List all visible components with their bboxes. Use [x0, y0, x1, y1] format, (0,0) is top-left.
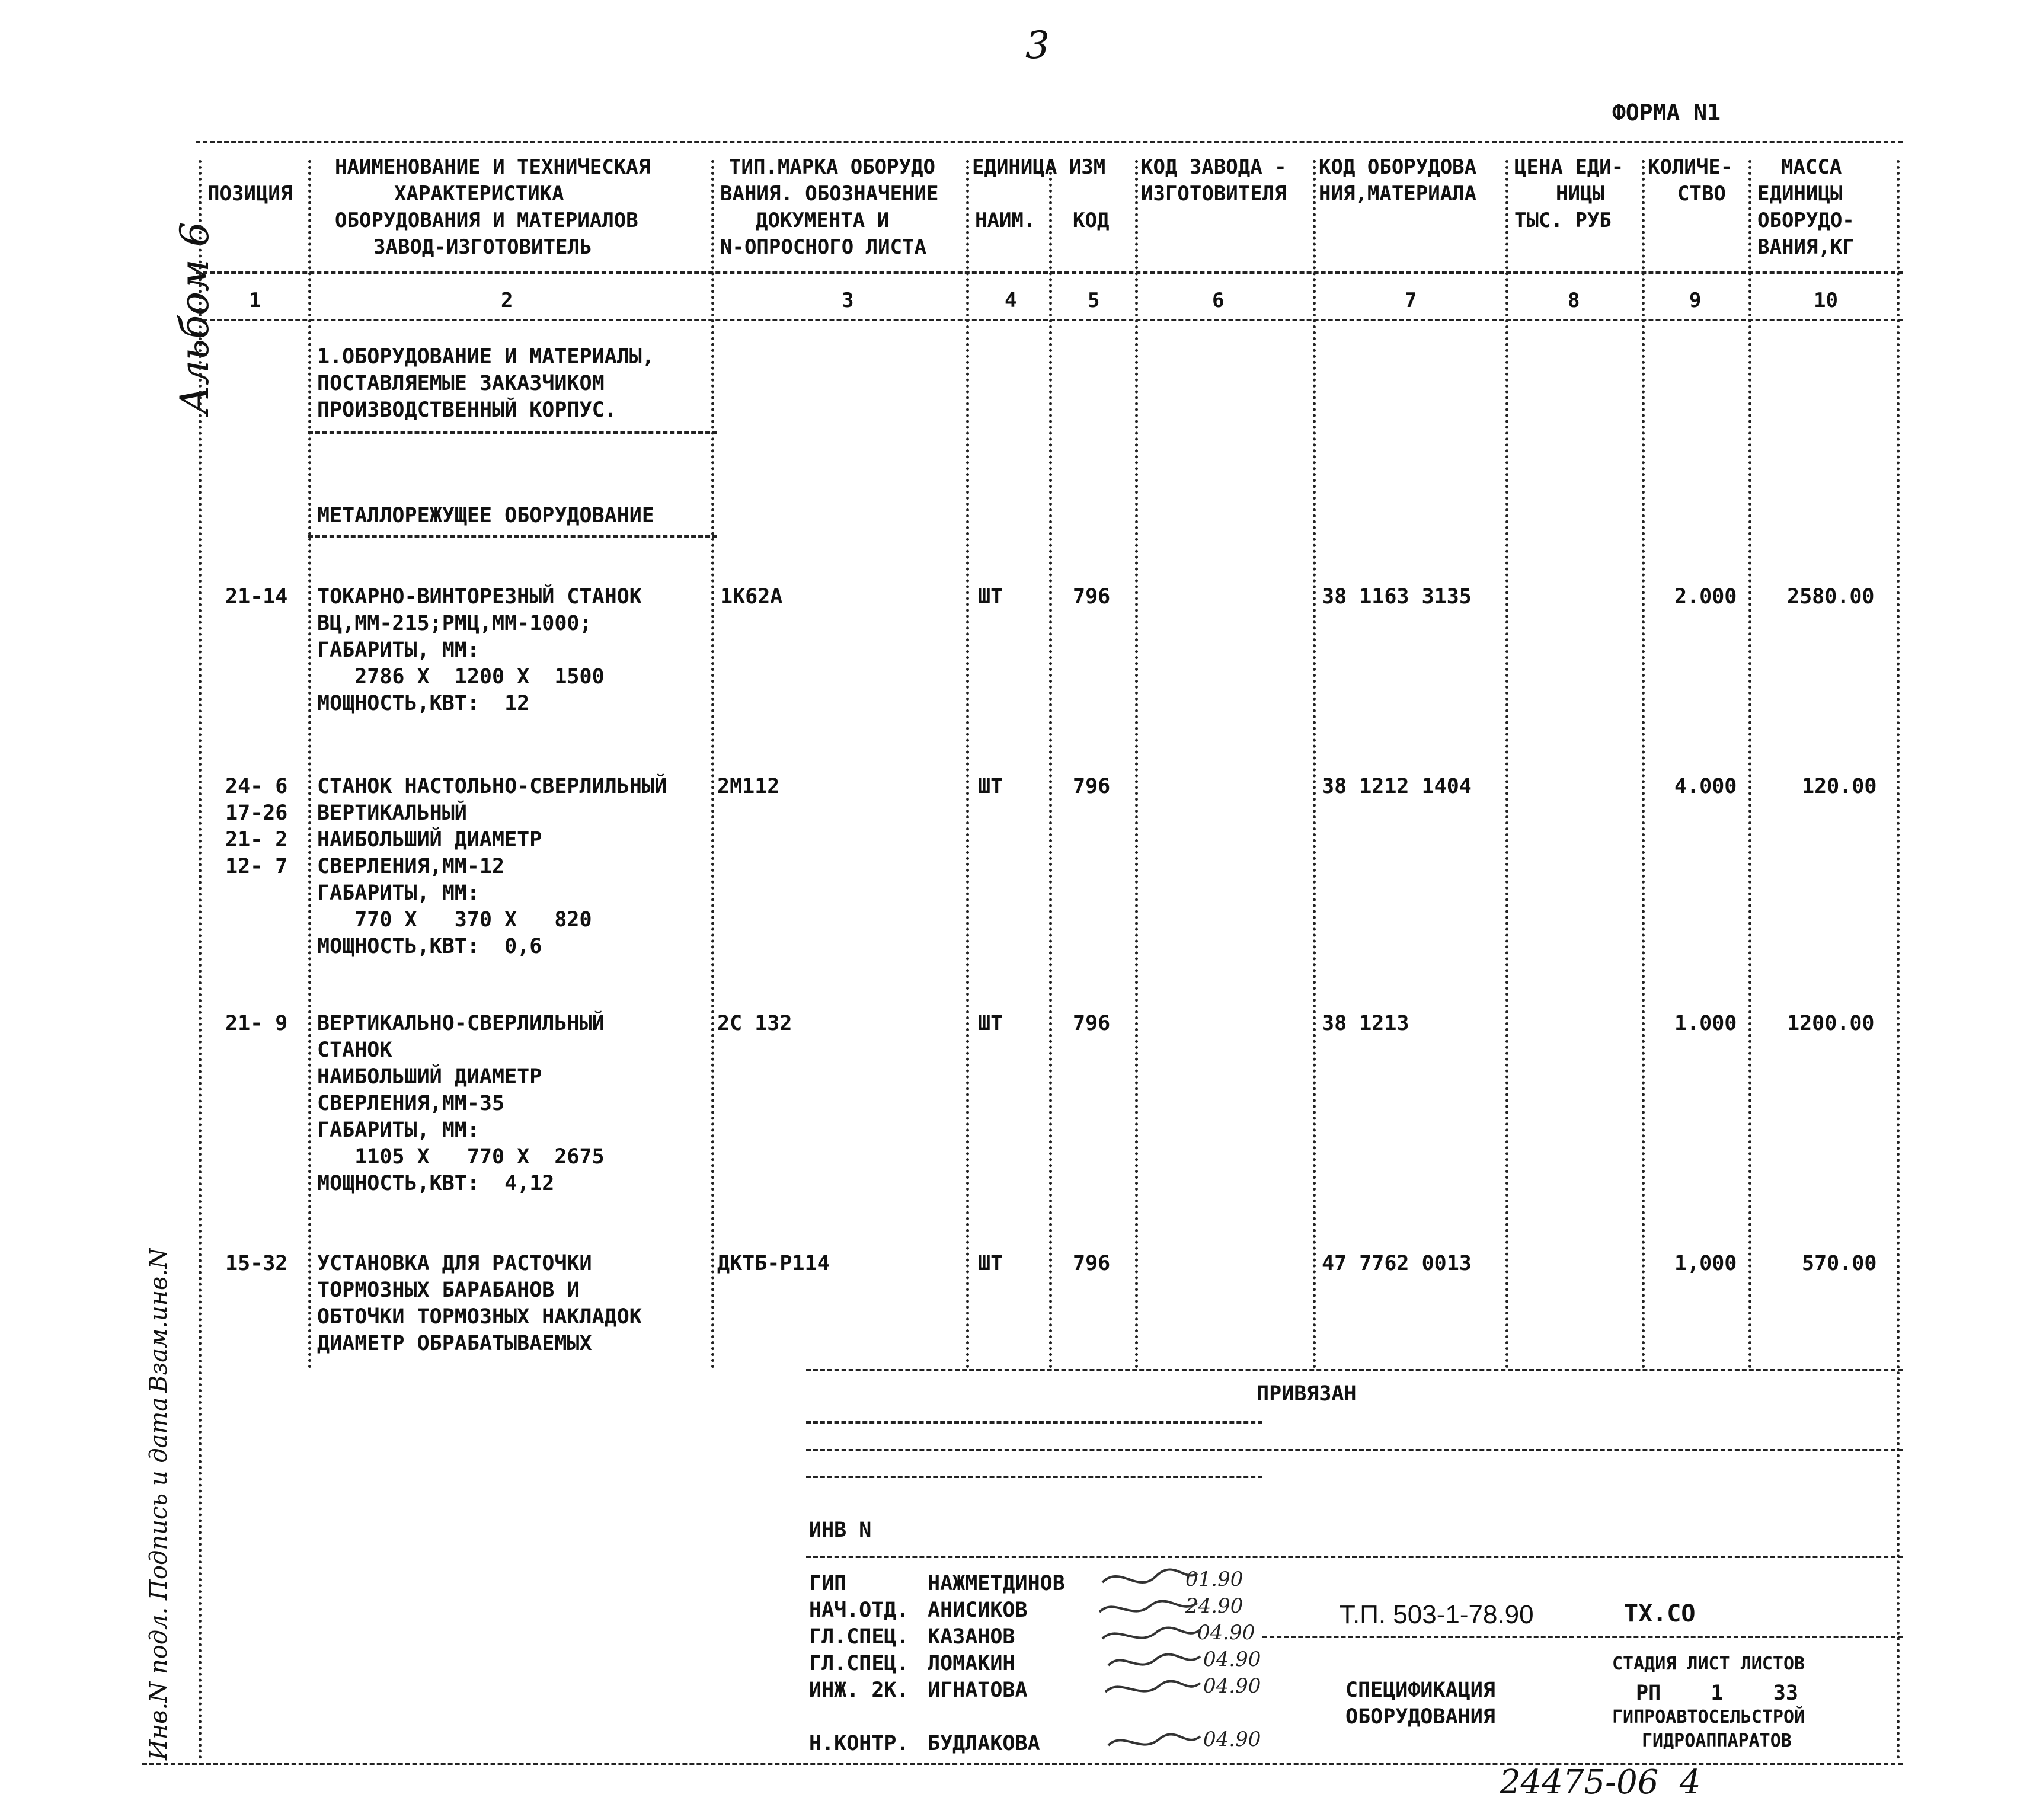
row2-pos-1: 24- 6: [225, 775, 288, 798]
row3-qty: 1.000: [1674, 1012, 1737, 1035]
colnum-4: 4: [1005, 289, 1017, 312]
header-qty-2: СТВО: [1677, 182, 1726, 206]
row3-equip-code: 38 1213: [1322, 1012, 1409, 1035]
rule-stamp-2: [806, 1449, 1903, 1451]
col-sep-8: [1642, 160, 1645, 1369]
row4-desc-3: ОБТОЧКИ ТОРМОЗНЫХ НАКЛАДОК: [317, 1305, 642, 1329]
stage-header: СТАДИЯ ЛИСТ ЛИСТОВ: [1612, 1653, 1805, 1674]
row1-desc-2: ВЦ,ММ-215;РМЦ,ММ-1000;: [317, 612, 592, 635]
row1-mass: 2580.00: [1787, 585, 1875, 609]
rule-stamp-4: [806, 1556, 1903, 1558]
row2-code: 796: [1073, 775, 1111, 798]
rule-stamp-5: [1262, 1636, 1903, 1638]
section1-line1: 1.ОБОРУДОВАНИЕ И МАТЕРИАЛЫ,: [317, 345, 654, 369]
row4-equip-code: 47 7762 0013: [1322, 1252, 1472, 1275]
row2-desc-2: ВЕРТИКАЛЬНЫЙ: [317, 801, 467, 825]
stamp-role-2: НАЧ.ОТД.: [809, 1598, 909, 1622]
row2-pos-4: 12- 7: [225, 855, 288, 878]
header-unit-name: НАИМ.: [975, 209, 1036, 232]
stamp-name-2: АНИСИКОВ: [928, 1598, 1028, 1622]
col-sep-7: [1505, 160, 1508, 1369]
section1-line3: ПРОИЗВОДСТВЕННЫЙ КОРПУС.: [317, 398, 617, 422]
row3-code: 796: [1073, 1012, 1111, 1035]
row4-pos: 15-32: [225, 1252, 288, 1275]
rule-section1: [308, 431, 717, 434]
row2-unit: ШТ: [978, 775, 1003, 798]
form-label: ФОРМА N1: [1612, 100, 1721, 126]
row4-unit: ШТ: [978, 1252, 1003, 1275]
header-equip-code-1: КОД ОБОРУДОВА: [1319, 155, 1477, 179]
row3-desc-7: МОЩНОСТЬ,КВТ: 4,12: [317, 1172, 555, 1195]
header-plant-code-2: ИЗГОТОВИТЕЛЯ: [1141, 182, 1287, 206]
rule-top: [196, 141, 1903, 143]
doc-title-1: СПЕЦИФИКАЦИЯ: [1345, 1678, 1495, 1702]
row2-desc-6: 770 X 370 X 820: [317, 908, 592, 932]
row4-qty: 1,000: [1674, 1252, 1737, 1275]
bottom-code: 24475-06 4: [1500, 1763, 1701, 1802]
header-type-4: N-ОПРОСНОГО ЛИСТА: [720, 235, 926, 259]
row1-type: 1К62А: [720, 585, 783, 609]
org-1: ГИПРОАВТОСЕЛЬСТРОЙ: [1612, 1707, 1805, 1728]
header-price-3: ТЫС. РУБ: [1514, 209, 1612, 232]
stamp-date-5: 04.90: [1203, 1674, 1261, 1698]
row3-desc-2: СТАНОК: [317, 1038, 392, 1062]
row3-desc-3: НАИБОЛЬШИЙ ДИАМЕТР: [317, 1065, 542, 1089]
stamp-date-1: 01.90: [1185, 1568, 1243, 1591]
rule-stamp-3: [806, 1476, 1262, 1478]
row2-desc-1: СТАНОК НАСТОЛЬНО-СВЕРЛИЛЬНЫЙ: [317, 775, 667, 798]
row3-mass: 1200.00: [1787, 1012, 1875, 1035]
section-code: ТХ.СО: [1624, 1600, 1696, 1627]
row1-code: 796: [1073, 585, 1111, 609]
stamp-name-1: НАЖМЕТДИНОВ: [928, 1572, 1065, 1595]
row1-qty: 2.000: [1674, 585, 1737, 609]
stamp-role-6: Н.КОНТР.: [809, 1732, 909, 1755]
colnum-7: 7: [1405, 289, 1417, 312]
row4-type: ДКТБ-Р114: [717, 1252, 830, 1275]
row4-desc-1: УСТАНОВКА ДЛЯ РАСТОЧКИ: [317, 1252, 592, 1275]
stamp-role-3: ГЛ.СПЕЦ.: [809, 1625, 909, 1649]
rule-stamp-1: [806, 1421, 1262, 1424]
colnum-10: 10: [1814, 289, 1838, 312]
rule-stamp-top: [806, 1369, 1903, 1371]
page-number: 3: [1025, 24, 1050, 68]
row3-pos: 21- 9: [225, 1012, 288, 1035]
stamp-name-3: КАЗАНОВ: [928, 1625, 1015, 1649]
row1-desc-5: МОЩНОСТЬ,КВТ: 12: [317, 692, 530, 715]
colnum-3: 3: [842, 289, 854, 312]
row2-mass: 120.00: [1802, 775, 1877, 798]
row2-desc-4: СВЕРЛЕНИЯ,ММ-12: [317, 855, 505, 878]
stamp-privyazan: ПРИВЯЗАН: [1257, 1382, 1357, 1406]
row3-unit: ШТ: [978, 1012, 1003, 1035]
row4-desc-4: ДИАМЕТР ОБРАБАТЫВАЕМЫХ: [317, 1332, 592, 1355]
header-price-2: НИЦЫ: [1556, 182, 1604, 206]
row1-equip-code: 38 1163 3135: [1322, 585, 1472, 609]
stamp-name-5: ИГНАТОВА: [928, 1678, 1028, 1702]
row2-pos-3: 21- 2: [225, 828, 288, 852]
stamp-date-6: 04.90: [1203, 1728, 1261, 1751]
margin-inv-podl: Инв.N подл.: [145, 1607, 172, 1760]
header-type-3: ДОКУМЕНТА И: [756, 209, 890, 232]
header-unit: ЕДИНИЦА ИЗМ: [972, 155, 1106, 179]
col-sep-5: [1135, 160, 1138, 1369]
rule-section2: [308, 535, 717, 538]
header-mass-3: ОБОРУДО-: [1757, 209, 1855, 232]
row1-desc-3: ГАБАРИТЫ, ММ:: [317, 638, 479, 662]
colnum-8: 8: [1568, 289, 1580, 312]
stamp-role-1: ГИП: [809, 1572, 847, 1595]
header-name-4: ЗАВОД-ИЗГОТОВИТЕЛЬ: [373, 235, 592, 259]
colnum-5: 5: [1088, 289, 1100, 312]
margin-vzam: Взам.инв.N: [145, 1248, 172, 1393]
header-pos: ПОЗИЦИЯ: [207, 182, 293, 206]
row2-type: 2М112: [717, 775, 780, 798]
stamp-role-5: ИНЖ. 2К.: [809, 1678, 909, 1702]
stage-values: РП 1 33: [1636, 1681, 1798, 1705]
stamp-date-3: 04.90: [1197, 1621, 1255, 1645]
col-sep-3: [966, 160, 969, 1369]
row2-equip-code: 38 1212 1404: [1322, 775, 1472, 798]
row2-qty: 4.000: [1674, 775, 1737, 798]
header-price-1: ЦЕНА ЕДИ-: [1514, 155, 1624, 179]
colnum-6: 6: [1212, 289, 1225, 312]
row4-desc-2: ТОРМОЗНЫХ БАРАБАНОВ И: [317, 1278, 580, 1302]
header-unit-code: КОД: [1073, 209, 1110, 232]
row1-unit: ШТ: [978, 585, 1003, 609]
row2-desc-7: МОЩНОСТЬ,КВТ: 0,6: [317, 935, 542, 958]
row3-desc-1: ВЕРТИКАЛЬНО-СВЕРЛИЛЬНЫЙ: [317, 1012, 605, 1035]
header-name-3: ОБОРУДОВАНИЯ И МАТЕРИАЛОВ: [335, 209, 638, 232]
row2-desc-3: НАИБОЛЬШИЙ ДИАМЕТР: [317, 828, 542, 852]
colnum-9: 9: [1689, 289, 1702, 312]
stamp-date-4: 04.90: [1203, 1648, 1261, 1671]
col-sep-6: [1313, 160, 1316, 1369]
colnum-2: 2: [501, 289, 513, 312]
row2-desc-5: ГАБАРИТЫ, ММ:: [317, 881, 479, 905]
colnum-1: 1: [249, 289, 261, 312]
project-code: Т.П. 503-1-78.90: [1340, 1600, 1534, 1629]
stamp-role-4: ГЛ.СПЕЦ.: [809, 1652, 909, 1675]
section1-line2: ПОСТАВЛЯЕМЫЕ ЗАКАЗЧИКОМ: [317, 372, 605, 395]
row3-desc-6: 1105 X 770 X 2675: [317, 1145, 605, 1169]
org-2: ГИДРОАППАРАТОВ: [1642, 1731, 1792, 1751]
row1-desc-4: 2786 X 1200 X 1500: [317, 665, 605, 689]
row3-type: 2С 132: [717, 1012, 792, 1035]
stamp-inv: ИНВ N: [809, 1518, 872, 1542]
header-type-2: ВАНИЯ. ОБОЗНАЧЕНИЕ: [720, 182, 939, 206]
header-mass-1: МАССА: [1781, 155, 1842, 179]
col-sep-10: [1897, 160, 1900, 1760]
header-mass-4: ВАНИЯ,КГ: [1757, 235, 1855, 259]
row1-desc-1: ТОКАРНО-ВИНТОРЕЗНЫЙ СТАНОК: [317, 585, 642, 609]
header-qty-1: КОЛИЧЕ-: [1648, 155, 1733, 179]
signatures-graphic: [1096, 1565, 1203, 1754]
row4-code: 796: [1073, 1252, 1111, 1275]
col-sep-2: [711, 160, 714, 1369]
col-sep-0: [199, 160, 202, 1760]
margin-podpis: Подпись и дата: [145, 1397, 172, 1600]
row4-mass: 570.00: [1802, 1252, 1877, 1275]
col-sep-1: [308, 160, 311, 1369]
stamp-date-2: 24.90: [1185, 1594, 1243, 1618]
col-sep-4: [1049, 160, 1052, 1369]
header-name-1: НАИМЕНОВАНИЕ И ТЕХНИЧЕСКАЯ: [335, 155, 651, 179]
header-name-2: ХАРАКТЕРИСТИКА: [394, 182, 564, 206]
row1-pos: 21-14: [225, 585, 288, 609]
header-equip-code-2: НИЯ,МАТЕРИАЛА: [1319, 182, 1477, 206]
row2-pos-2: 17-26: [225, 801, 288, 825]
album-note: Альбом 6: [172, 222, 218, 415]
row3-desc-4: СВЕРЛЕНИЯ,ММ-35: [317, 1092, 505, 1115]
header-mass-2: ЕДИНИЦЫ: [1757, 182, 1843, 206]
header-type-1: ТИП.МАРКА ОБОРУДО: [729, 155, 935, 179]
col-sep-9: [1748, 160, 1751, 1369]
section2-heading: МЕТАЛЛОРЕЖУЩЕЕ ОБОРУДОВАНИЕ: [317, 504, 654, 527]
stamp-name-4: ЛОМАКИН: [928, 1652, 1015, 1675]
header-plant-code-1: КОД ЗАВОДА -: [1141, 155, 1287, 179]
row3-desc-5: ГАБАРИТЫ, ММ:: [317, 1118, 479, 1142]
stamp-name-6: БУДЛАКОВА: [928, 1732, 1040, 1755]
doc-title-2: ОБОРУДОВАНИЯ: [1345, 1705, 1495, 1729]
